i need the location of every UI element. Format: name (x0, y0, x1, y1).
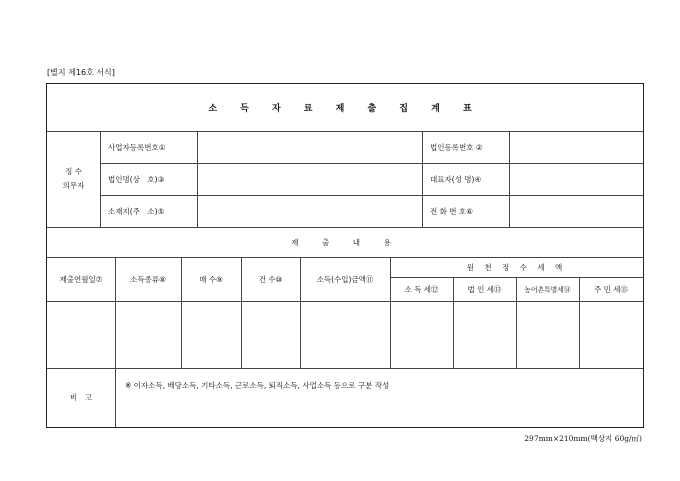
address-field[interactable] (197, 195, 422, 227)
phone-label: 전 화 번 호⑥ (430, 206, 473, 216)
col-case-count: 건 수⑩ (258, 274, 283, 284)
form-number-tag: [별지 제16호 서식] (47, 68, 115, 77)
remarks-note: ※ 이자소득, 배당소득, 기타소득, 근로소득, 퇴직소득, 사업소득 등으로 구분 작성 (125, 381, 390, 390)
col-sheet-count: 매 수⑨ (199, 274, 223, 284)
business-reg-no-field[interactable] (197, 131, 422, 163)
corp-reg-no-field[interactable] (509, 131, 643, 163)
representative-label: 대표자(성 명)④ (430, 174, 482, 184)
col-income-type: 소득종류⑧ (130, 274, 166, 284)
corp-reg-no-label: 법인등록번호 ② (430, 142, 483, 152)
col-income-tax: 소 득 세⑫ (404, 284, 439, 294)
col-year-month: 제출연월일⑦ (59, 274, 103, 284)
address-label: 소재지(주 소)⑤ (108, 206, 165, 216)
col-amount: 소득(수입)금액⑪ (316, 274, 374, 284)
paper-spec-footer: 297mm×210mm(백상지 60g/㎡) (524, 434, 642, 443)
phone-field[interactable] (509, 195, 643, 227)
submission-header: 제 출 내 용 (291, 237, 399, 247)
col-resident-tax: 주 민 세⑮ (593, 284, 628, 294)
remarks-label: 비 고 (70, 393, 92, 402)
payer-label-line2: 의무자 (62, 181, 85, 190)
form-table (46, 83, 644, 428)
col-corp-tax: 법 인 세⑬ (467, 284, 502, 294)
representative-field[interactable] (509, 163, 643, 195)
payer-label-line1: 징 수 (65, 167, 82, 176)
col-rural-tax: 농어촌특별세⑭ (524, 286, 571, 294)
corp-name-field[interactable] (197, 163, 422, 195)
business-reg-no-label: 사업자등록번호① (108, 142, 166, 152)
col-withholding-header: 원 천 징 수 세 액 (466, 262, 567, 272)
form-title: 소 득 자 료 제 출 집 계 표 (208, 104, 482, 114)
corp-name-label: 법인명(상 호)③ (108, 174, 165, 184)
payer-section-label (47, 131, 100, 227)
submission-data-row[interactable] (47, 301, 643, 368)
